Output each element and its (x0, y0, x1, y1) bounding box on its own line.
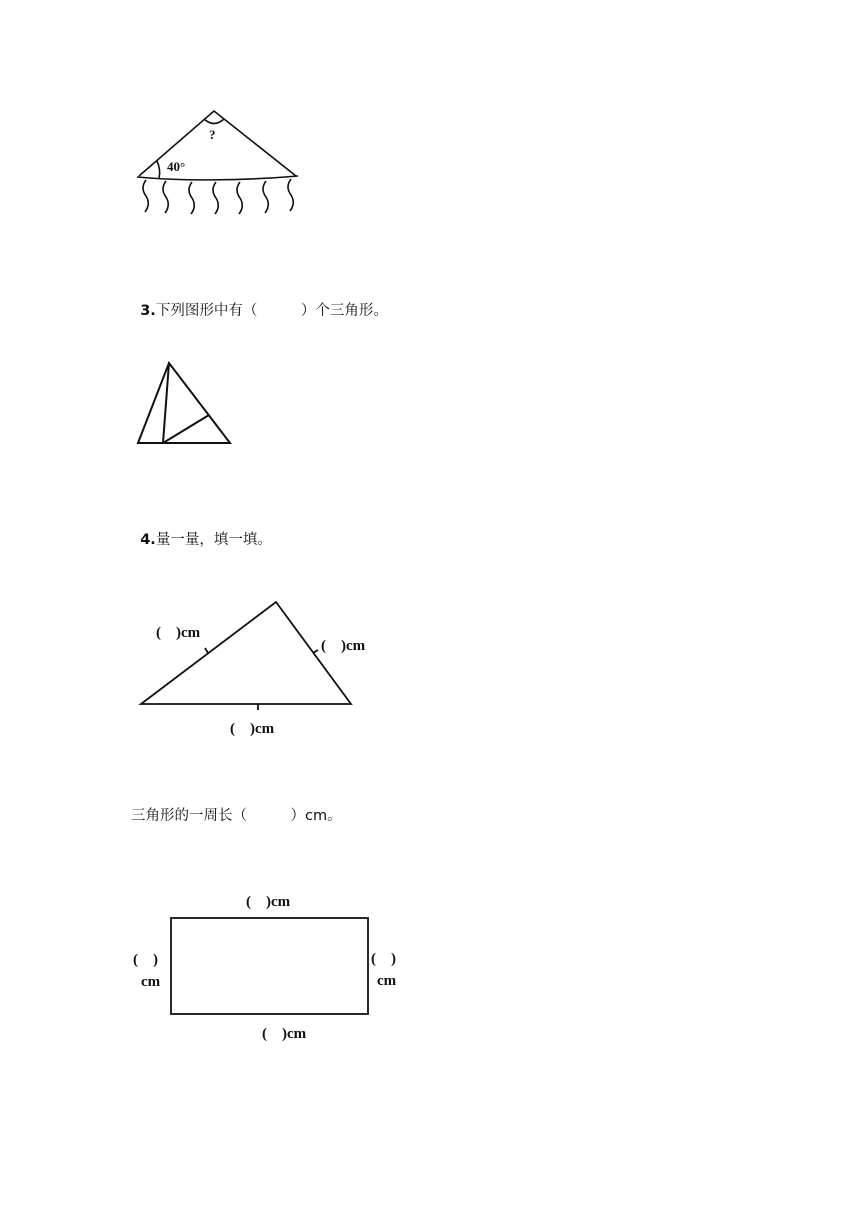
wavy-line (237, 182, 242, 214)
wavy-line (189, 182, 194, 214)
angle-arc-left (157, 161, 160, 178)
triangle-left-length-blank: ( )cm (156, 625, 201, 641)
measure-rectangle (171, 918, 368, 1014)
wavy-line (263, 181, 268, 213)
rectangle-top-length-blank: ( )cm (246, 894, 291, 910)
tick-left-side (205, 648, 208, 653)
tick-right-side (313, 650, 318, 653)
wavy-line (143, 180, 148, 212)
angle-arc-apex (204, 119, 224, 124)
question-4-text: 量一量，填一填。 (155, 532, 272, 548)
roof-triangle (139, 111, 296, 176)
question-3 (131, 283, 388, 320)
question-4-number: 4. (140, 532, 156, 548)
perimeter-line: 三角形的一周长（ ）cm。 (131, 808, 342, 824)
wavy-line (213, 182, 218, 214)
rectangle-left-paren: ( ) (133, 952, 158, 968)
wavy-line (163, 181, 168, 213)
question-4 (131, 512, 272, 549)
question-3-number: 3. (140, 303, 156, 319)
rectangle-bottom-length-blank: ( )cm (262, 1026, 307, 1042)
angle-label-unknown: ? (209, 127, 216, 142)
triangle-bottom-length-blank: ( )cm (230, 721, 275, 737)
triangle-right-length-blank: ( )cm (321, 638, 366, 654)
question-3-text: 下列图形中有（ ）个三角形。 (155, 303, 388, 319)
inner-line-slanted (163, 415, 209, 443)
rectangle-left-unit: cm (141, 974, 161, 990)
rectangle-right-unit: cm (377, 973, 397, 989)
rectangle-right-paren: ( ) (371, 951, 396, 967)
measure-triangle (141, 602, 351, 704)
angle-label-40: 40° (167, 159, 186, 174)
roof-base-line (137, 176, 298, 180)
wavy-line (288, 179, 293, 211)
